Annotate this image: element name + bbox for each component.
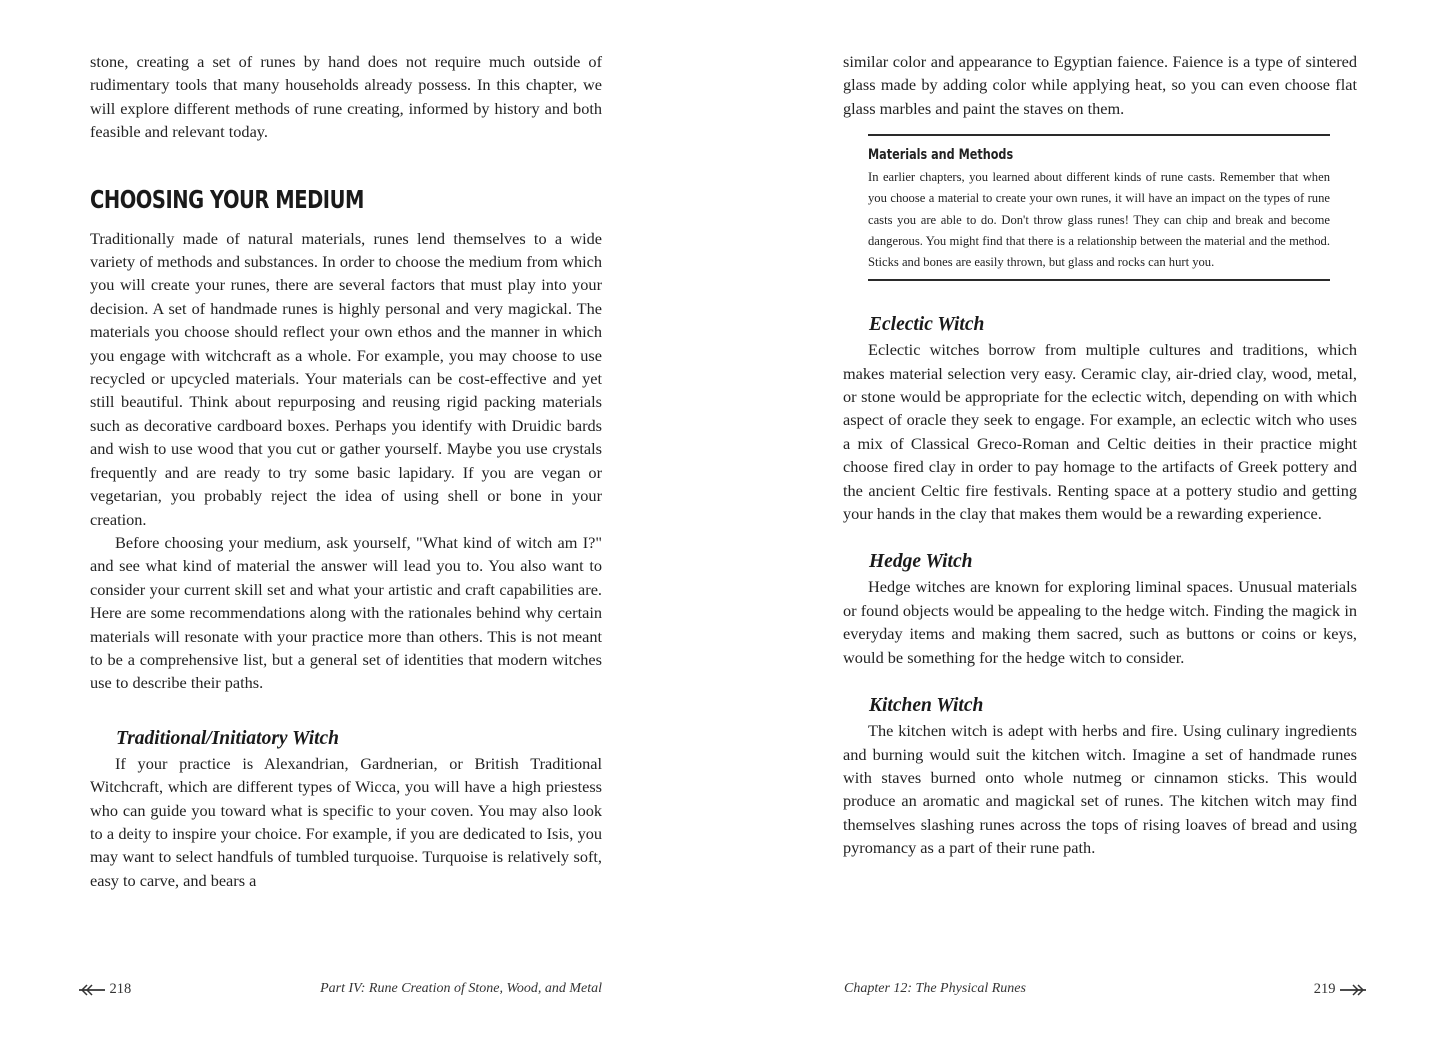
rune-arrow-ornament-icon xyxy=(1339,983,1367,997)
subsection-heading: Eclectic Witch xyxy=(869,314,985,336)
page-number: 219 xyxy=(1313,981,1336,997)
right-page xyxy=(722,0,1445,1044)
body-paragraph: Eclectic witches borrow from multiple cultures and traditions, which makes material selection very easy. Ceramic clay, air-dried clay, wood, metal, or stone would be appropriate for the eclectic witch, depending on with which aspect of oracle they seek to engage. For example, an eclectic witch who uses a mix of Classical Greco-Roman and Celtic deities in their practice might choose fired clay in order to pay homage to the artifacts of Greek pottery and the ancient Celtic fire festivals. Renting space at a pottery studio and getting your hands in the clay that makes them would be a rewarding experience. xyxy=(843,340,1357,524)
body-paragraph: Before choosing your medium, ask yourself, "What kind of witch am I?" and see what kind of material the answer will lead you to. You also want to consider your current skill set and what your artistic and craft capabilities are. Here are some recommendations along with the rationales behind why certain materials will resonate with your practice more than others. This is not meant to be a comprehensive list, but a general set of identities that modern witches use to describe their paths. xyxy=(90,532,602,693)
right-running-head: Chapter 12: The Physical Runes xyxy=(844,981,1026,996)
body-paragraph: The kitchen witch is adept with herbs and fire. Using culinary ingredients and burning would suit the kitchen witch. Imagine a set of handmade runes with staves burned onto whole nutmeg or cinnamon sticks. This would produce an aromatic and magickal set of runes. The kitchen witch may find themselves slashing runes across the tops of rising loaves of bread and using pyromancy as a part of their rune path. xyxy=(843,721,1357,858)
right-footer-folio xyxy=(1314,981,1367,998)
intro-paragraph: stone, creating a set of runes by hand does not require much outside of rudimentary tools that many households already possess. In this chapter, we will explore different methods of rune creating, informed by history and both feasible and relevant today. xyxy=(90,52,602,142)
body-paragraph: If your practice is Alexandrian, Gardnerian, or British Traditional Witchcraft, which are different types of Wicca, you will have a high priestess who can guide you toward what is specific to your coven. You may also look to a deity to inspire your choice. For example, if you are dedicated to Isis, you may want to select handfuls of tumbled turquoise. Turquoise is relatively soft, easy to carve, and bears a xyxy=(90,753,602,890)
body-paragraph: Traditionally made of natural materials, runes lend themselves to a wide variety of methods and substances. In order to choose the medium from which you will create your runes, there are several factors that must play into your decision. A set of handmade runes is highly personal and very magickal. The materials you choose should reflect your own ethos and the manner in which you engage with witchcraft as a whole. For example, you may choose to use recycled or upcycled materials. Your materials can be cost-effective and yet still beautiful. Think about repurposing and reusing rigid packing materials such as decorative cardboard boxes. Perhaps you identify with Druidic bards and wish to use wood that you cut or gather yourself. Maybe you use crystals frequently and are ready to try some basic lapidary. If you are vegan or vegetarian, you probably reject the idea of using shell or bone in your creation. xyxy=(90,228,602,529)
subsection-heading: Kitchen Witch xyxy=(869,695,984,717)
section-heading: CHOOSING YOUR MEDIUM xyxy=(90,184,364,214)
page-number: 218 xyxy=(109,981,132,997)
subsection-heading: Hedge Witch xyxy=(869,551,973,573)
left-text-column xyxy=(90,50,602,892)
sidebar-text: In earlier chapters, you learned about different kinds of rune casts. Remember that when you choose a material to create your own runes, it will have an impact on the types of rune casts you are able to do. Don't throw glass runes! They can chip and break and become dangerous. You might find that there is a relationship between the material and the method. Sticks and bones are easily thrown, but glass and rocks can hurt you. xyxy=(868,170,1330,270)
left-page xyxy=(0,0,722,1044)
subsection-heading: Traditional/Initiatory Witch xyxy=(116,727,340,749)
sidebar-title: Materials and Methods xyxy=(868,147,1014,164)
left-footer-folio xyxy=(78,981,131,998)
left-running-head: Part IV: Rune Creation of Stone, Wood, and Metal xyxy=(320,981,602,996)
intro-paragraph: similar color and appearance to Egyptian faience. Faience is a type of sintered glass made by adding color while applying heat, so you can even choose flat glass marbles and paint the staves on them. xyxy=(843,52,1357,118)
right-text-column xyxy=(843,50,1357,860)
rune-arrow-ornament-icon xyxy=(78,983,106,997)
body-paragraph: Hedge witches are known for exploring liminal spaces. Unusual materials or found objects would be appealing to the hedge witch. Finding the magick in everyday items and making them sacred, such as buttons or coins or keys, would be something for the hedge witch to consider. xyxy=(843,577,1357,667)
sidebar-box xyxy=(868,134,1330,281)
